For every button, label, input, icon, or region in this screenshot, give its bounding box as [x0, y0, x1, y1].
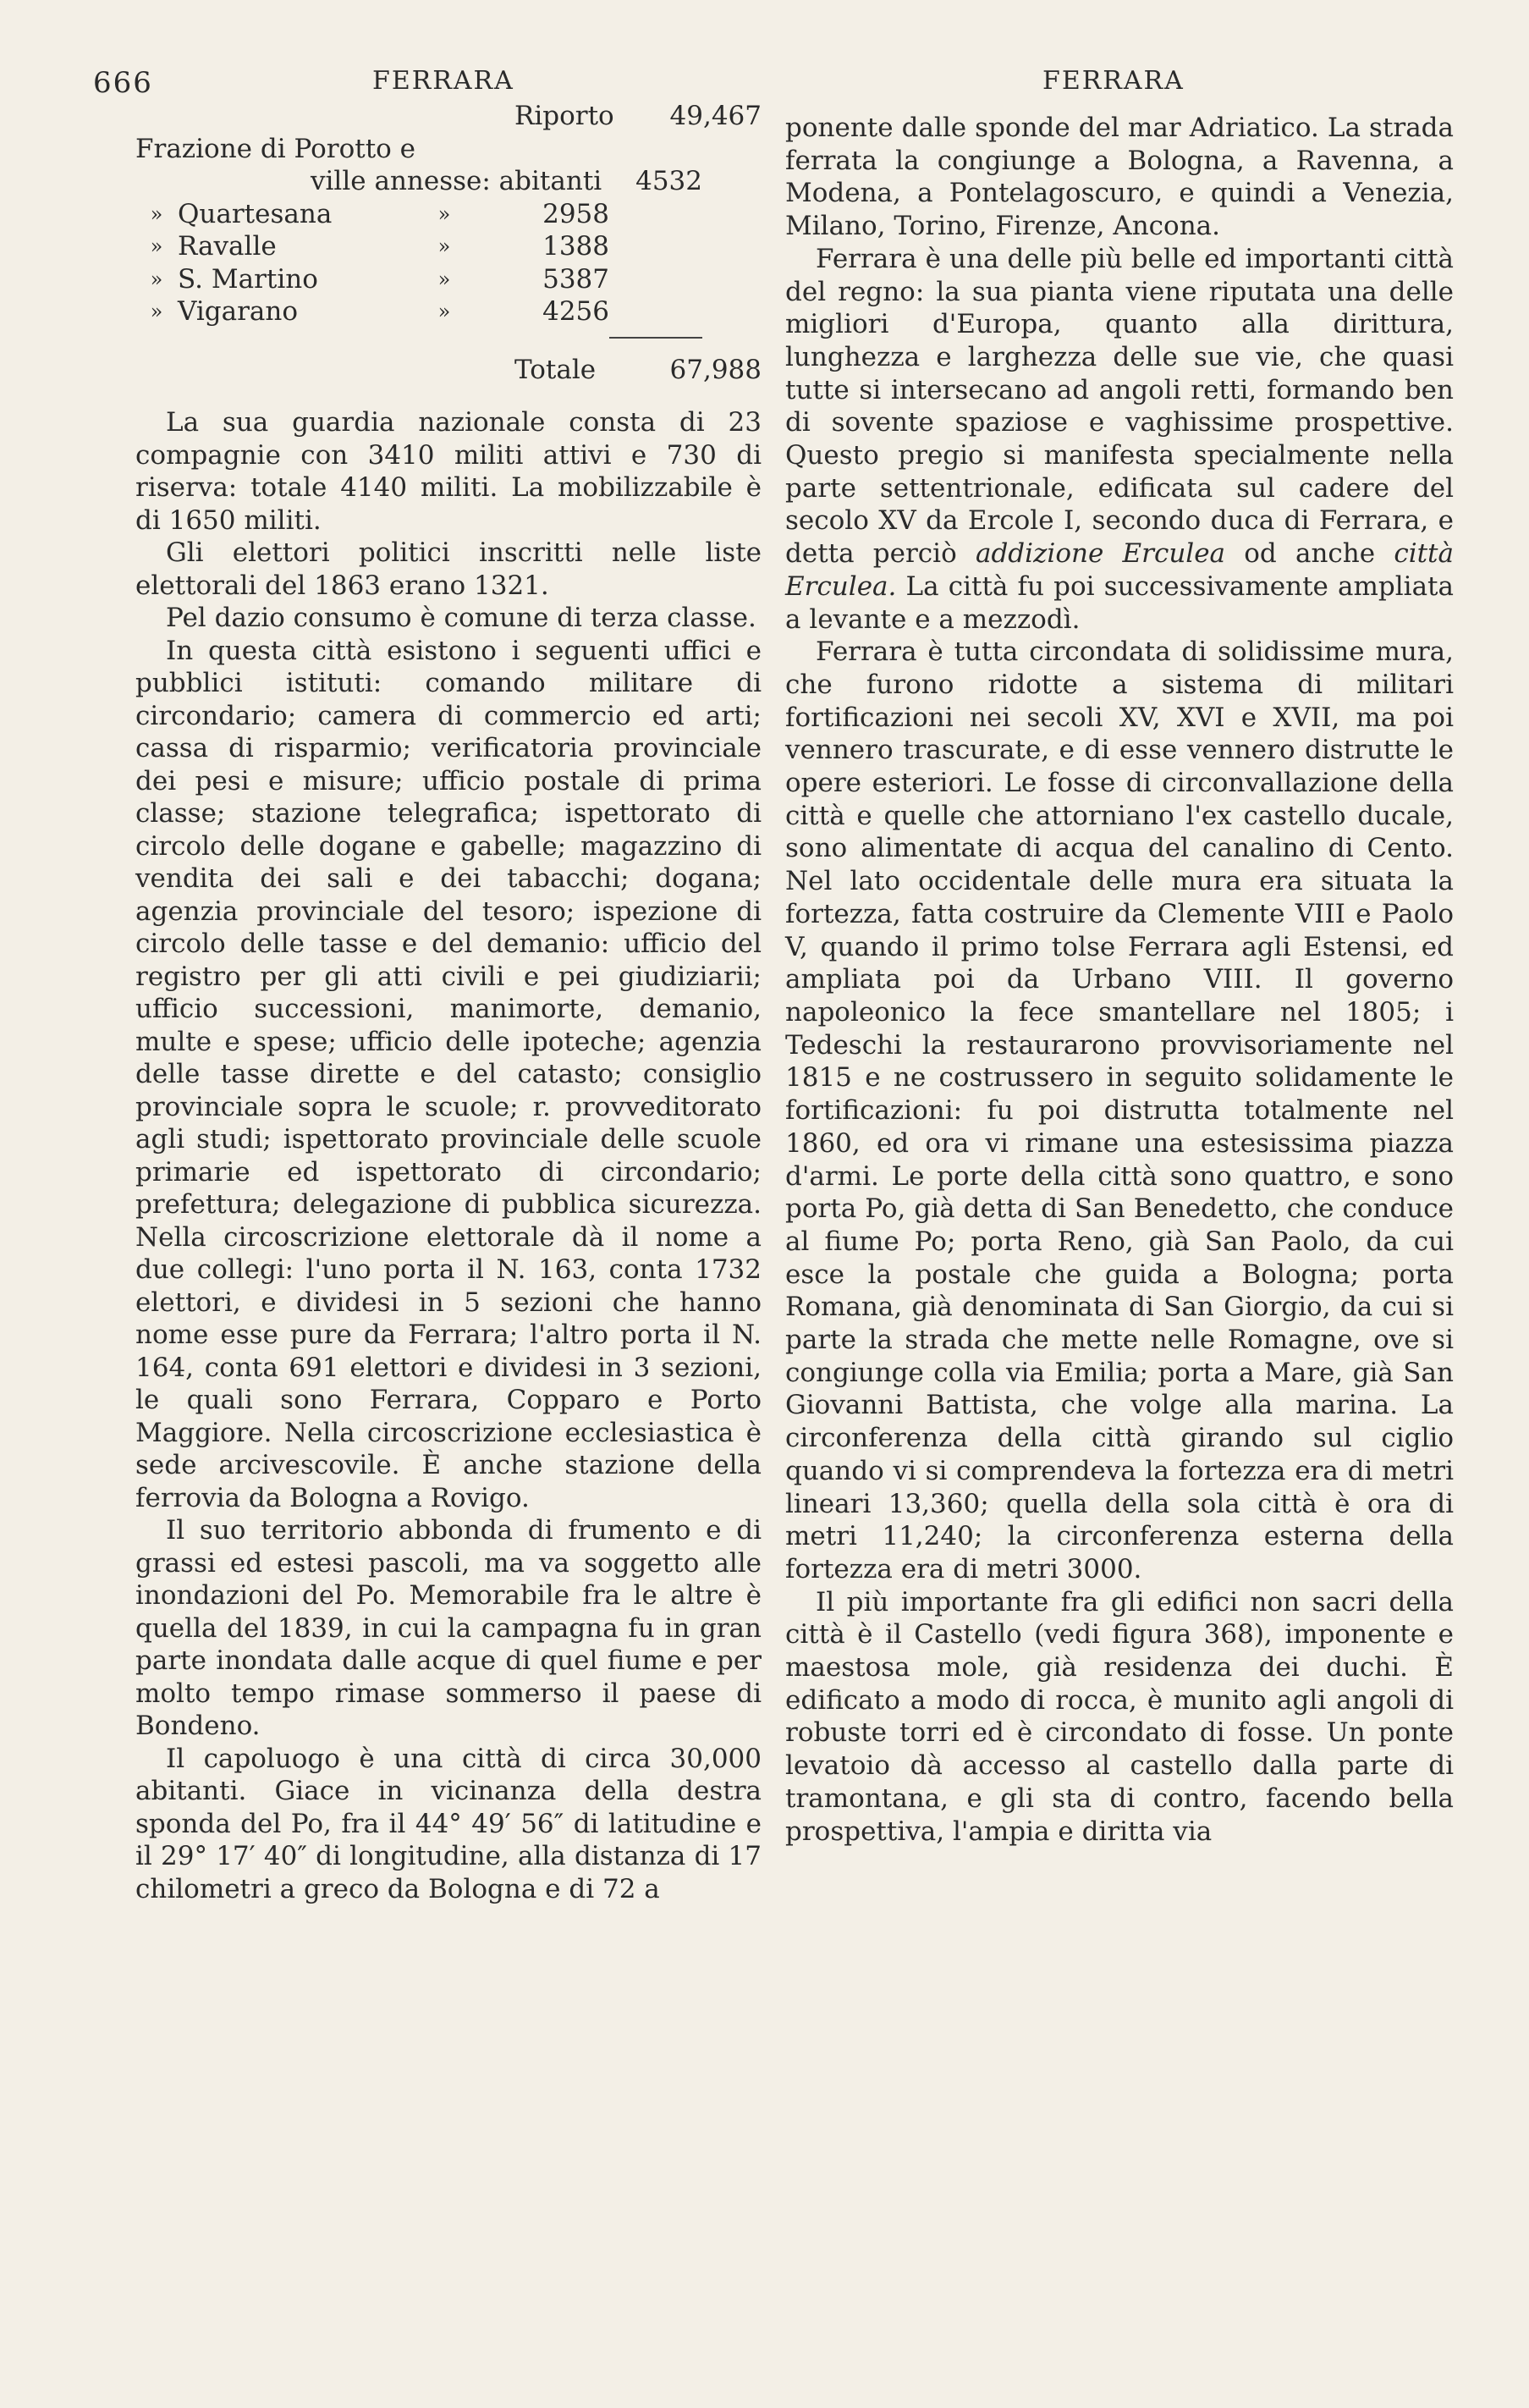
- table-row: [135, 263, 762, 296]
- population-table: [135, 100, 762, 386]
- ditto-mark: »: [150, 267, 163, 291]
- totale-row: [135, 354, 762, 387]
- totale-label: Totale: [514, 354, 597, 385]
- paragraph: Il più importante fra gli edifici non sacri della città è il Castello (vedi figura 368), imponente e maestosa mole, già residenza dei duchi. È edificato a modo di rocca, è munito agli angoli di robuste torri ed è circondato di fosse. Un ponte levatoio dà accesso al castello dalla parte di tramontana, e gli sta di contro, facendo bella prospettiva, l'ampia e diritta via: [785, 1586, 1454, 1847]
- frazione-text-2: ville annesse: abitanti: [311, 166, 602, 196]
- paragraph: Il suo territorio abbonda di frumento e di grassi ed estesi pascoli, ma va soggetto alle inondazioni del Po. Memorabile fra le altre è quella del 1839, in cui la campagna fu in gran parte inondata dalle acque di quel fiume e per molto tempo rimase sommerso il paese di Bondeno.: [135, 1515, 762, 1741]
- table-row: [135, 230, 762, 263]
- table-row: [135, 295, 762, 328]
- sum-rule: [609, 337, 702, 354]
- frazione-text-1: Frazione di Porotto e: [135, 133, 416, 164]
- row-value: 4256: [542, 296, 609, 327]
- left-column: [135, 100, 762, 1905]
- italic-term: città Erculea.: [785, 538, 1455, 602]
- right-column: [785, 112, 1454, 1848]
- row-value: 1388: [542, 231, 609, 262]
- row-name: Quartesana: [178, 198, 333, 229]
- paragraph-text: od anche: [1244, 538, 1376, 570]
- paragraph: Ferrara è tutta circondata di solidissime mura, che furono ridotte a sistema di militari fortificazioni nei secoli XV, XVI e XVII, ma poi vennero trascurate, e di esse vennero distrutte le opere esteriori. Le fosse di circonvallazione della città e quelle che attorniano l'ex castello ducale, sono alimentate di acqua del canalino di Cento. Nel lato occidentale delle mura era situata la fortezza, fatta costruire da Clemente VIII e Paolo V, quando il primo tolse Ferrara agli Estensi, ed ampliata poi da Urbano VIII. Il governo napoleonico la fece smantellare nel 1805; i Tedeschi la restaurarono provvisoriamente nel 1815 e ne costrussero in seguito solidamente le fortificazioni: fu poi distrutta totalmente nel 1860, ed ora vi rimane una estesissima piazza d'armi. Le porte della città sono quattro, e sono porta Po, già detta di San Benedetto, che conduce al fiume Po; porta Reno, già San Paolo, da cui esce la postale che guida a Bologna; porta Romana, già denominata di San Giorgio, da cui si parte la strada che mette nelle Romagne, ove si congiunge colla via Emilia; porta a Mare, già San Giovanni Battista, che volge alla marina. La circonferenza della città girando sul ciglio quando vi si comprendeva la fortezza era di metri lineari 13,360; quella della sola città è ora di metri 11,240; la circonferenza esterna della fortezza era di metri 3000.: [785, 636, 1454, 1584]
- table-row: [135, 198, 762, 231]
- page-number: 666: [93, 66, 153, 100]
- ditto-mark: »: [150, 201, 163, 226]
- paragraph: Gli elettori politici inscritti nelle liste elettorali del 1863 erano 1321.: [135, 537, 762, 601]
- frazione-value: 4532: [635, 166, 702, 196]
- running-head-left: FERRARA: [372, 66, 514, 96]
- row-value: 5387: [542, 263, 609, 295]
- running-head-right: FERRARA: [1042, 66, 1185, 96]
- paragraph: ponente dalle sponde del mar Adriatico. La strada ferrata la congiunge a Bologna, a Ravenna, a Modena, a Pontelagoscuro, e quindi a Venezia, Milano, Torino, Firenze, Ancona.: [785, 113, 1454, 242]
- paragraph-text: Ferrara è una delle più belle ed importanti città del regno: la sua pianta viene riputata una delle migliori d'Europa, quanto alla dirittura, lunghezza e larghezza delle sue vie, che quasi tutte si intersecano ad angoli retti, formando ben di sovente spaziose e vaghissime prospettive. Questo pregio si manifesta specialmente nella parte settentrionale, edificata sul cadere del secolo XV da Ercole I, secondo duca di Ferrara, e detta perciò: [785, 243, 1454, 570]
- paragraph: Il capoluogo è una città di circa 30,000 abitanti. Giace in vicinanza della destra sponda del Po, fra il 44° 49′ 56″ di latitudine e il 29° 17′ 40″ di longitudine, alla distanza di 17 chilometri a greco da Bologna e di 72 a: [135, 1743, 762, 1904]
- ditto-mark: »: [150, 300, 163, 323]
- riporto-row: [135, 100, 762, 133]
- paragraph: Pel dazio consumo è comune di terza classe.: [166, 603, 756, 633]
- row-name: S. Martino: [178, 263, 318, 295]
- row-name: Vigarano: [178, 296, 299, 327]
- paragraph: In questa città esistono i seguenti uffici e pubblici istituti: comando militare di circondario; camera di commercio ed arti; cassa di risparmio; verificatoria provinciale dei pesi e misure; ufficio postale di prima classe; stazione telegrafica; ispettorato di circolo delle dogane e gabelle; magazzino di vendita dei sali e dei tabacchi; dogana; agenzia provinciale del tesoro; ispezione di circolo delle tasse e del demanio: ufficio del registro per gli atti civili e pei giudiziarii; ufficio successioni, manimorte, demanio, multe e spese; ufficio delle ipoteche; agenzia delle tasse dirette e del catasto; consiglio provinciale sopra le scuole; r. provveditorato agli studi; ispettorato provinciale delle scuole primarie ed ispettorato di circondario; prefettura; delegazione di pubblica sicurezza. Nella circoscrizione elettorale dà il nome a due collegi: l'uno porta il N. 163, conta 1732 elettori, e dividesi in 5 sezioni che hanno nome esse pure da Ferrara; l'altro porta il N. 164, conta 691 elettori e dividesi in 3 sezioni, le quali sono Ferrara, Copparo e Porto Maggiore. Nella circoscrizione ecclesiastica è sede arcivescovile. È anche stazione della ferrovia da Bologna a Rovigo.: [135, 635, 762, 1513]
- ditto-mark: »: [437, 201, 451, 226]
- paragraph: La sua guardia nazionale consta di 23 compagnie con 3410 militi attivi e 730 di riserva: totale 4140 militi. La mobilizzabile è di 1650 militi.: [135, 407, 762, 536]
- riporto-value: 49,467: [669, 101, 762, 131]
- ditto-mark: »: [437, 267, 451, 291]
- paragraph: [785, 243, 1454, 636]
- totale-value: 67,988: [669, 354, 762, 385]
- ditto-mark: »: [150, 234, 163, 258]
- ditto-mark: »: [437, 300, 451, 323]
- italic-term: addizione Erculea: [975, 538, 1226, 570]
- riporto-label: Riporto: [514, 101, 614, 131]
- row-name: Ravalle: [178, 231, 277, 262]
- frazione-row-1: [135, 133, 762, 166]
- frazione-row-2: [135, 165, 762, 198]
- ditto-mark: »: [437, 234, 451, 258]
- paragraph-text: La città fu poi successivamente ampliata a levante e a mezzodì.: [785, 570, 1455, 635]
- row-value: 2958: [542, 198, 609, 229]
